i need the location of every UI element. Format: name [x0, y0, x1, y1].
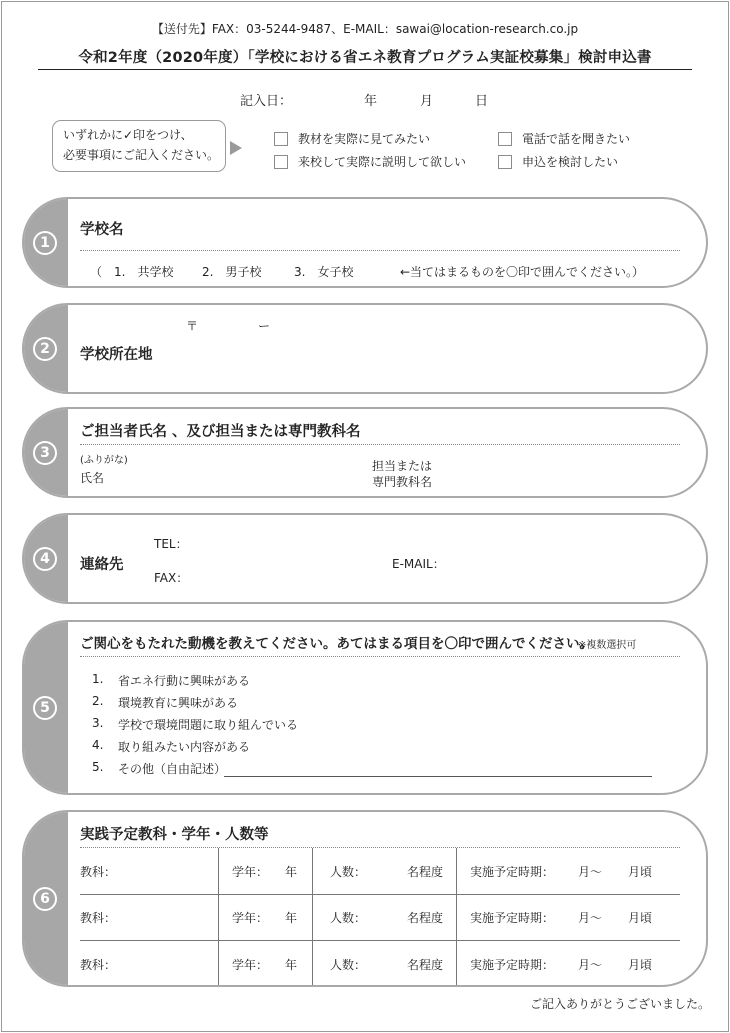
motivation-item[interactable]: 環境教育に興味がある — [118, 696, 239, 710]
subject-label-line-2: 専門教科名 — [372, 475, 433, 489]
dotted-rule — [80, 250, 680, 251]
section-plan — [22, 810, 708, 987]
plan-grade-unit: 年 — [285, 958, 298, 972]
table-divider — [456, 848, 457, 987]
table-row-rule — [80, 940, 680, 941]
plan-grade-label: 学年： — [232, 911, 269, 925]
motivation-item[interactable]: その他（自由記述） — [118, 762, 227, 776]
section-motivation — [22, 620, 708, 795]
multi-select-note: ※複数選択可 — [578, 640, 637, 651]
plan-from-month: 月〜 — [578, 958, 603, 972]
section-band — [24, 622, 68, 793]
thanks-message: ご記入ありがとうございました。 — [529, 997, 710, 1011]
section-contact-info — [22, 513, 708, 604]
dotted-rule — [80, 656, 680, 657]
open-paren: （ — [90, 265, 103, 279]
motivation-item-number: 5. — [92, 760, 104, 774]
section-number: 2 — [33, 337, 57, 361]
checkbox-square[interactable] — [274, 132, 288, 146]
motivation-item-number: 4. — [92, 738, 104, 752]
callout-pointer — [230, 141, 242, 155]
motivation-heading: ご関心をもたれた動機を教えてください。あてはまる項目を〇印で囲んでください。 — [80, 636, 593, 652]
checkbox-see-material[interactable] — [274, 130, 430, 147]
address-heading: 学校所在地 — [80, 347, 153, 363]
checkbox-label: 教材を実際に見てみたい — [298, 132, 431, 146]
section-number: 4 — [33, 547, 57, 571]
school-name-heading: 学校名 — [80, 222, 124, 238]
plan-period-label: 実施予定時期： — [470, 958, 555, 972]
section-band — [24, 515, 68, 602]
table-divider — [312, 848, 313, 987]
plan-to-month: 月頃 — [628, 958, 653, 972]
motivation-item-number: 2. — [92, 694, 104, 708]
plan-people-unit: 名程度 — [407, 958, 444, 972]
plan-grade-label: 学年： — [232, 958, 269, 972]
plan-grade-unit: 年 — [285, 865, 298, 879]
plan-heading: 実践予定教科・学年・人数等 — [80, 827, 269, 843]
motivation-item[interactable]: 学校で環境問題に取り組んでいる — [118, 718, 299, 732]
email-label: E-MAIL： — [392, 557, 445, 571]
motivation-item[interactable]: 省エネ行動に興味がある — [118, 674, 251, 688]
checkbox-square[interactable] — [498, 155, 512, 169]
plan-people-label: 人数： — [330, 911, 367, 925]
section-address — [22, 303, 708, 394]
checkbox-label: 申込を検討したい — [522, 155, 619, 169]
checkbox-label: 電話で話を聞きたい — [522, 132, 631, 146]
dotted-rule — [80, 847, 680, 848]
plan-subject-label: 教科： — [80, 865, 117, 879]
motivation-item-number: 1. — [92, 672, 104, 686]
plan-people-unit: 名程度 — [407, 911, 444, 925]
table-divider — [218, 848, 219, 987]
form-title: 令和2年度（2020年度）「学校における省エネ教育プログラム実証校募集」検討申込書 — [78, 50, 652, 66]
checkbox-square[interactable] — [498, 132, 512, 146]
section-contact-person — [22, 407, 708, 498]
contact-person-heading: ご担当者氏名 、及び担当または専門教科名 — [80, 424, 361, 440]
furigana-label: (ふりがな) — [80, 455, 128, 466]
date-label: 記入日： — [240, 94, 293, 109]
section-number: 5 — [33, 696, 57, 720]
instruction-line-1: いずれかに✓印をつけ、 — [63, 128, 193, 142]
checkbox-phone[interactable] — [498, 130, 630, 147]
name-label: 氏名 — [80, 471, 105, 485]
option-note: ←当てはまるものを〇印で囲んでください。） — [400, 265, 645, 279]
section-number: 1 — [33, 231, 57, 255]
date-year: 年 — [364, 94, 378, 109]
section-band — [24, 305, 68, 392]
section-band — [24, 409, 68, 496]
postal-dash: ー — [258, 319, 271, 333]
postal-mark: 〒 — [186, 319, 199, 333]
free-text-line[interactable] — [224, 776, 652, 777]
plan-grade-label: 学年： — [232, 865, 269, 879]
plan-subject-label: 教科： — [80, 958, 117, 972]
section-band — [24, 812, 68, 985]
checkbox-visit[interactable] — [274, 153, 466, 170]
motivation-item[interactable]: 取り組みたい内容がある — [118, 740, 251, 754]
plan-grade-unit: 年 — [285, 911, 298, 925]
section-number: 3 — [33, 441, 57, 465]
section-school-name — [22, 197, 708, 288]
plan-from-month: 月〜 — [578, 911, 603, 925]
plan-from-month: 月〜 — [578, 865, 603, 879]
plan-people-unit: 名程度 — [407, 865, 444, 879]
dotted-rule — [80, 444, 680, 445]
instruction-callout — [52, 120, 226, 172]
title-underline — [38, 69, 692, 70]
plan-people-label: 人数： — [330, 958, 367, 972]
date-day: 日 — [475, 94, 489, 109]
contact-heading: 連絡先 — [80, 557, 124, 573]
date-month: 月 — [420, 94, 434, 109]
tel-label: TEL： — [154, 537, 188, 551]
option-boys[interactable]: 2. 男子校 — [202, 265, 262, 279]
fax-line: 【送付先】FAX：03-5244-9487、E-MAIL：sawai@location-research.co.jp — [151, 22, 579, 36]
instruction-line-2: 必要事項にご記入ください。 — [63, 148, 220, 162]
option-girls[interactable]: 3. 女子校 — [294, 265, 354, 279]
motivation-item-number: 3. — [92, 716, 104, 730]
plan-subject-label: 教科： — [80, 911, 117, 925]
section-band — [24, 199, 68, 286]
plan-period-label: 実施予定時期： — [470, 911, 555, 925]
checkbox-consider[interactable] — [498, 153, 618, 170]
plan-people-label: 人数： — [330, 865, 367, 879]
plan-period-label: 実施予定時期： — [470, 865, 555, 879]
section-number: 6 — [33, 887, 57, 911]
checkbox-label: 来校して実際に説明して欲しい — [298, 155, 467, 169]
fax-label: FAX： — [154, 571, 189, 585]
checkbox-square[interactable] — [274, 155, 288, 169]
subject-label-line-1: 担当または — [372, 459, 433, 473]
table-row-rule — [80, 894, 680, 895]
plan-to-month: 月頃 — [628, 865, 653, 879]
option-coed[interactable]: 1. 共学校 — [114, 265, 174, 279]
plan-to-month: 月頃 — [628, 911, 653, 925]
